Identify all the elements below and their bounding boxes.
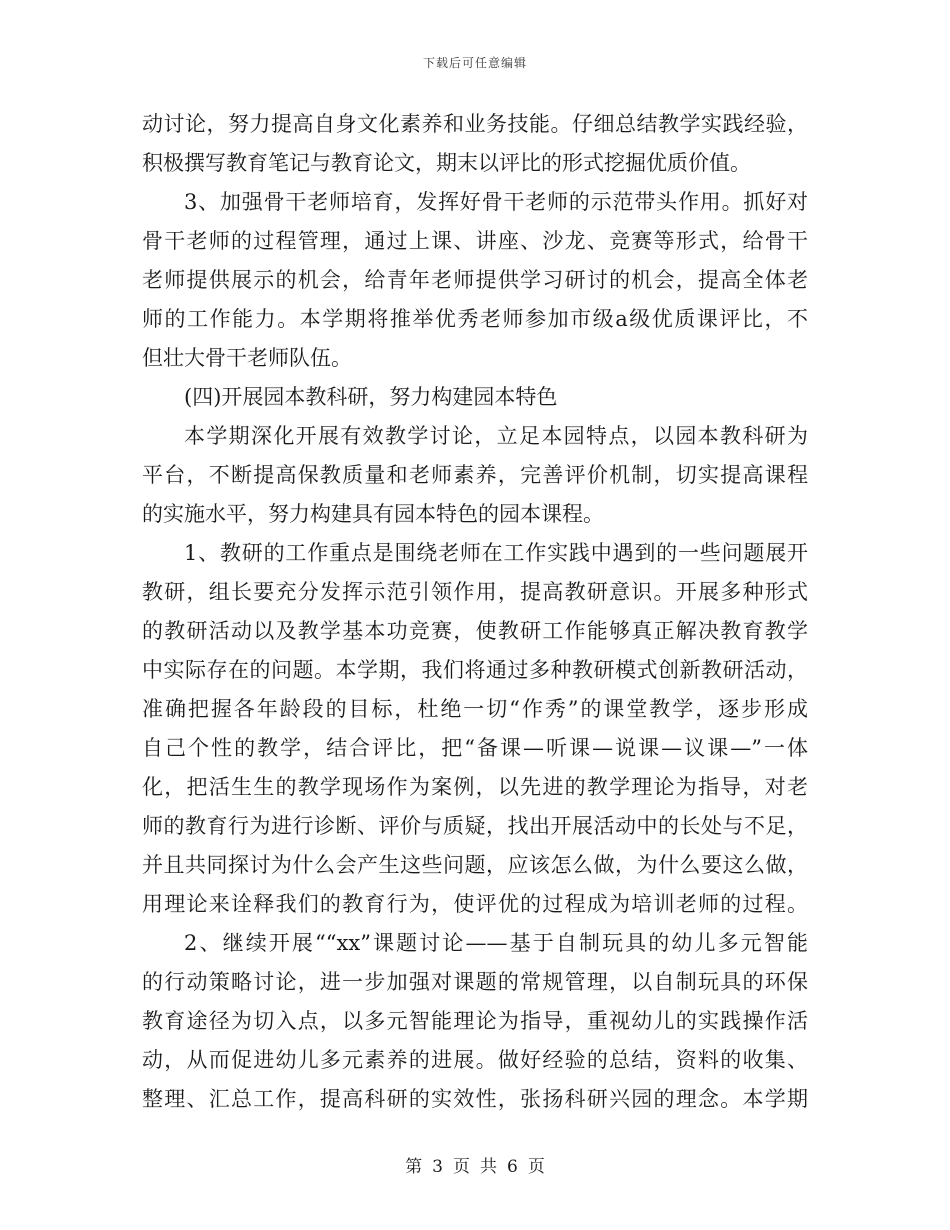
text-line: 化，把活生生的教学现场作为案例，以先进的教学理论为指导，对老 <box>142 775 808 799</box>
footer-label-before: 第 <box>405 1157 423 1177</box>
footer-current-page: 3 <box>432 1157 443 1177</box>
text-line: 平台，不断提高保教质量和老师素养，完善评价机制，切实提高课程 <box>142 463 808 487</box>
text-line: 但壮大骨干老师队伍。 <box>142 346 352 370</box>
text-line: 自己个性的教学，结合评比，把“备课—听课—说课—议课—”一体 <box>142 736 808 760</box>
text-line: 本学期深化开展有效教学讨论，立足本园特点，以园本教科研为 <box>184 424 808 448</box>
text-line: 准确把握各年龄段的目标，杜绝一切“作秀”的课堂教学，逐步形成 <box>142 697 808 721</box>
text-line: 教研，组长要充分发挥示范引领作用，提高教研意识。开展多种形式 <box>142 580 808 604</box>
text-line: 的实施水平，努力构建具有园本特色的园本课程。 <box>142 502 604 526</box>
text-line: 积极撰写教育笔记与教育论文，期末以评比的形式挖掘优质价值。 <box>142 151 751 175</box>
text-line: 骨干老师的过程管理，通过上课、讲座、沙龙、竞赛等形式，给骨干 <box>142 229 808 253</box>
footer-label-total: 共 <box>480 1157 497 1177</box>
text-line: 2、继续开展““xx”课题讨论——基于自制玩具的幼儿多元智能 <box>184 931 808 955</box>
text-line: 老师提供展示的机会，给青年老师提供学习研讨的机会，提高全体老 <box>142 268 808 292</box>
text-line: 3、加强骨干老师培育，发挥好骨干老师的示范带头作用。抓好对 <box>184 190 808 214</box>
text-line: 用理论来诠释我们的教育行为，使评优的过程成为培训老师的过程。 <box>142 892 808 916</box>
text-line: 1、教研的工作重点是围绕老师在工作实践中遇到的一些问题展开 <box>184 541 808 565</box>
text-line: 并且共同探讨为什么会产生这些问题，应该怎么做，为什么要这么做， <box>142 853 808 877</box>
footer-label-page: 页 <box>453 1157 470 1177</box>
text-line: 教育途径为切入点，以多元智能理论为指导，重视幼儿的实践操作活 <box>142 1009 808 1033</box>
text-line: 中实际存在的问题。本学期，我们将通过多种教研模式创新教研活动， <box>142 658 808 682</box>
text-line: (四)开展园本教科研，努力构建园本特色 <box>184 385 558 409</box>
text-line: 师的教育行为进行诊断、评价与质疑，找出开展活动中的长处与不足， <box>142 814 808 838</box>
text-line: 的行动策略讨论，进一步加强对课题的常规管理，以自制玩具的环保 <box>142 970 808 994</box>
text-line: 师的工作能力。本学期将推举优秀老师参加市级a级优质课评比，不 <box>142 307 808 331</box>
text-line: 整理、汇总工作，提高科研的实效性，张扬科研兴园的理念。本学期 <box>142 1087 808 1111</box>
footer-total-pages: 6 <box>507 1157 518 1177</box>
footer-label-after: 页 <box>527 1157 545 1177</box>
document-body <box>142 105 808 1119</box>
text-line: 动讨论，努力提高自身文化素养和业务技能。仔细总结教学实践经验， <box>142 112 808 136</box>
page-footer <box>0 1152 950 1177</box>
text-line: 动，从而促进幼儿多元素养的进展。做好经验的总结，资料的收集、 <box>142 1048 808 1072</box>
text-line: 的教研活动以及教学基本功竞赛，使教研工作能够真正解决教育教学 <box>142 619 808 643</box>
page-header: 下载后可任意编辑 <box>422 56 527 70</box>
